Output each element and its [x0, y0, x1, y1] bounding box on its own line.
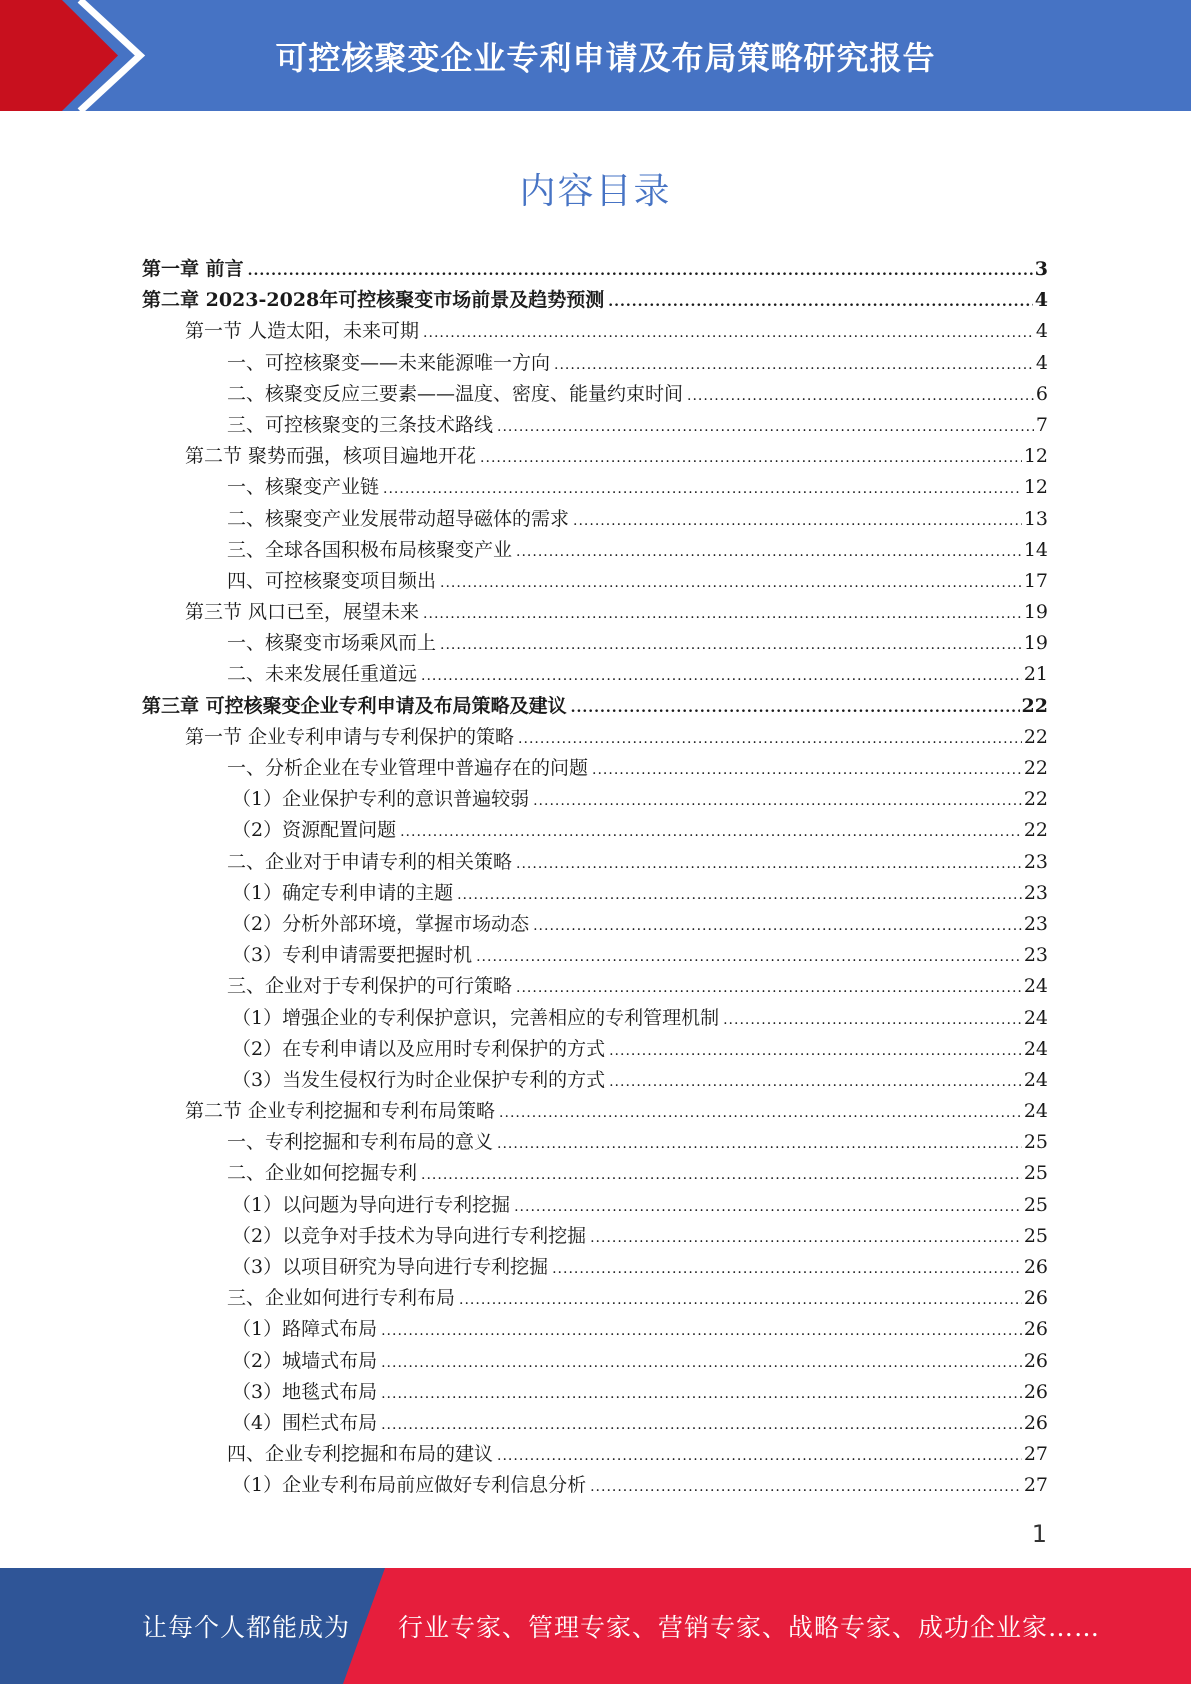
toc-entry-page: 22	[1023, 788, 1048, 811]
toc-leader-dots	[533, 786, 1022, 817]
toc-entry-page: 25	[1023, 1224, 1048, 1247]
toc-leader-dots	[480, 443, 1022, 474]
page-number: 1	[1031, 1520, 1047, 1548]
toc-entry-title: 三、企业如何进行专利布局	[227, 1287, 456, 1310]
toc-leader-dots	[497, 412, 1034, 443]
toc-entry[interactable]	[142, 348, 1048, 379]
toc-entry[interactable]	[142, 815, 1048, 846]
toc-entry[interactable]	[142, 847, 1048, 878]
toc-entry-title: 二、核聚变反应三要素——温度、密度、能量约束时间	[227, 382, 684, 405]
toc-entry[interactable]	[142, 753, 1048, 784]
toc-entry-page: 22	[1021, 694, 1048, 717]
toc-leader-dots	[440, 568, 1022, 599]
toc-entry[interactable]	[142, 316, 1048, 347]
toc-entry-page: 25	[1023, 1162, 1048, 1185]
toc-heading: 内容目录	[519, 171, 672, 212]
toc-leader-dots	[590, 1472, 1022, 1503]
toc-entry[interactable]	[142, 1346, 1048, 1377]
toc-entry[interactable]	[142, 940, 1048, 971]
toc-entry-page: 12	[1023, 445, 1048, 468]
toc-entry[interactable]	[142, 379, 1048, 410]
toc-entry[interactable]	[142, 1408, 1048, 1439]
toc-leader-dots	[552, 1254, 1022, 1285]
toc-entry[interactable]	[142, 1065, 1048, 1096]
toc-entry-title: 第二章 2023-2028年可控核聚变市场前景及趋势预测	[142, 289, 605, 312]
toc-leader-dots	[383, 474, 1022, 505]
toc-entry-page: 24	[1023, 1006, 1048, 1029]
toc-entry[interactable]	[142, 628, 1048, 659]
toc-entry[interactable]	[142, 971, 1048, 1002]
header-banner	[0, 0, 1191, 111]
toc-entry-page: 23	[1023, 944, 1048, 967]
toc-entry[interactable]	[142, 1377, 1048, 1408]
toc-entry[interactable]	[142, 254, 1048, 285]
toc-entry-title: （2）以竞争对手技术为导向进行专利挖掘	[232, 1224, 587, 1247]
toc-leader-dots	[457, 880, 1022, 911]
toc-entry-title: 二、核聚变产业发展带动超导磁体的需求	[227, 507, 570, 530]
toc-entry-title: （1）路障式布局	[232, 1318, 378, 1341]
toc-entry-page: 23	[1023, 850, 1048, 873]
toc-entry[interactable]	[142, 410, 1048, 441]
toc-entry-title: 一、专利挖掘和专利布局的意义	[227, 1131, 494, 1154]
toc-entry-page: 13	[1023, 507, 1048, 530]
toc-entry-title: （1）企业专利布局前应做好专利信息分析	[232, 1474, 587, 1497]
footer-banner	[0, 1568, 1191, 1684]
toc-entry[interactable]	[142, 1127, 1048, 1158]
toc-entry[interactable]	[142, 1096, 1048, 1127]
toc-entry[interactable]	[142, 784, 1048, 815]
toc-leader-dots	[423, 599, 1022, 630]
toc-entry-title: （1）以问题为导向进行专利挖掘	[232, 1193, 511, 1216]
toc-entry-title: 一、分析企业在专业管理中普遍存在的问题	[227, 757, 589, 779]
toc-leader-dots	[499, 1098, 1022, 1129]
toc-leader-dots	[609, 1036, 1022, 1067]
toc-entry-page: 21	[1023, 663, 1048, 686]
toc-leader-dots	[592, 755, 1022, 786]
toc-leader-dots	[421, 661, 1022, 692]
toc-entry-page: 26	[1023, 1287, 1048, 1310]
toc-entry-title: 一、核聚变市场乘风而上	[227, 632, 437, 655]
toc-leader-dots	[497, 1129, 1022, 1160]
toc-entry-title: 二、企业对于申请专利的相关策略	[227, 850, 513, 873]
toc-entry-title: （1）增强企业的专利保护意识，完善相应的专利管理机制	[232, 1006, 720, 1029]
table-of-contents	[142, 254, 1048, 1502]
toc-entry[interactable]	[142, 535, 1048, 566]
toc-entry-title: 一、可控核聚变——未来能源唯一方向	[227, 351, 551, 374]
toc-leader-dots	[516, 973, 1022, 1004]
toc-entry[interactable]	[142, 472, 1048, 503]
toc-entry-page: 26	[1023, 1349, 1048, 1372]
toc-entry[interactable]	[142, 1252, 1048, 1283]
toc-leader-dots	[381, 1379, 1022, 1410]
toc-entry[interactable]	[142, 659, 1048, 690]
toc-entry-page: 14	[1023, 538, 1048, 561]
toc-leader-dots	[423, 318, 1034, 349]
toc-entry-title: 二、未来发展任重道远	[227, 663, 418, 686]
toc-entry-page: 22	[1023, 819, 1048, 842]
toc-entry-page: 12	[1023, 476, 1048, 499]
toc-entry-title: 第三章 可控核聚变企业专利申请及布局策略及建议	[142, 694, 567, 717]
toc-leader-dots	[609, 1067, 1022, 1098]
toc-entry[interactable]	[142, 597, 1048, 628]
toc-leader-dots	[687, 381, 1034, 412]
toc-entry[interactable]	[142, 441, 1048, 472]
toc-entry-page: 25	[1023, 1131, 1048, 1154]
toc-leader-dots	[381, 1348, 1022, 1379]
toc-entry-page: 3	[1034, 258, 1048, 280]
toc-entry[interactable]	[142, 1034, 1048, 1065]
toc-entry-page: 27	[1023, 1443, 1048, 1466]
toc-entry-title: 三、可控核聚变的三条技术路线	[227, 413, 494, 436]
toc-leader-dots	[518, 724, 1022, 755]
toc-entry-title: （2）资源配置问题	[232, 819, 397, 842]
toc-entry[interactable]	[142, 1439, 1048, 1470]
toc-entry[interactable]	[142, 1158, 1048, 1189]
toc-entry-page: 22	[1023, 757, 1048, 779]
toc-entry-page: 27	[1023, 1474, 1048, 1497]
toc-entry-title: 三、企业对于专利保护的可行策略	[227, 975, 513, 998]
toc-entry-title: 第二节 聚势而强，核项目遍地开花	[185, 445, 477, 468]
toc-leader-dots	[516, 537, 1022, 568]
toc-entry-title: 第三节 风口已至，展望未来	[185, 601, 420, 624]
toc-entry[interactable]	[142, 1221, 1048, 1252]
toc-entry[interactable]	[142, 691, 1048, 722]
toc-entry-title: （3）以项目研究为导向进行专利挖掘	[232, 1256, 549, 1278]
toc-entry[interactable]	[142, 1190, 1048, 1221]
toc-entry[interactable]	[142, 722, 1048, 753]
toc-entry[interactable]	[142, 566, 1048, 597]
toc-leader-dots	[440, 630, 1022, 661]
toc-entry-title: （2）在专利申请以及应用时专利保护的方式	[232, 1037, 606, 1060]
toc-entry-page: 4	[1035, 351, 1048, 374]
toc-leader-dots	[381, 1410, 1022, 1441]
toc-entry[interactable]	[142, 1003, 1048, 1034]
toc-entry[interactable]	[142, 878, 1048, 909]
toc-entry-page: 7	[1035, 413, 1048, 436]
toc-entry[interactable]	[142, 1283, 1048, 1314]
toc-leader-dots	[400, 817, 1022, 848]
toc-leader-dots	[571, 693, 1020, 724]
toc-entry[interactable]	[142, 1314, 1048, 1345]
toc-leader-dots	[723, 1005, 1022, 1036]
toc-entry-page: 17	[1023, 569, 1048, 592]
toc-entry-page: 26	[1023, 1256, 1048, 1278]
toc-entry-page: 25	[1023, 1193, 1048, 1216]
toc-entry-page: 26	[1023, 1380, 1048, 1403]
toc-leader-dots	[381, 1316, 1022, 1347]
toc-entry-title: 一、核聚变产业链	[227, 476, 380, 499]
toc-entry-title: 第一章 前言	[142, 258, 244, 280]
toc-entry-title: 第一节 企业专利申请与专利保护的策略	[185, 725, 515, 748]
toc-leader-dots	[421, 1160, 1022, 1191]
toc-entry-page: 26	[1023, 1318, 1048, 1341]
toc-leader-dots	[248, 256, 1033, 287]
report-title: 可控核聚变企业专利申请及布局策略研究报告	[275, 38, 936, 77]
toc-entry-title: （1）企业保护专利的意识普遍较弱	[232, 788, 530, 811]
toc-entry-page: 26	[1023, 1411, 1048, 1434]
toc-leader-dots	[533, 911, 1022, 942]
toc-entry-title: 二、企业如何挖掘专利	[227, 1162, 418, 1185]
toc-entry-title: （2）城墙式布局	[232, 1349, 378, 1372]
toc-leader-dots	[516, 849, 1022, 880]
toc-leader-dots	[573, 506, 1022, 537]
toc-entry-title: 第二节 企业专利挖掘和专利布局策略	[185, 1100, 496, 1123]
toc-entry[interactable]	[142, 504, 1048, 535]
footer-slogan-right: 行业专家、管理专家、营销专家、战略专家、成功企业家……	[398, 1613, 1101, 1642]
toc-entry-page: 24	[1023, 1100, 1048, 1123]
toc-entry-title: （1）确定专利申请的主题	[232, 881, 454, 904]
toc-entry-title: （3）地毯式布局	[232, 1380, 378, 1403]
toc-entry-page: 19	[1023, 601, 1048, 624]
toc-entry-title: （2）分析外部环境，掌握市场动态	[232, 912, 530, 935]
toc-entry-page: 19	[1023, 632, 1048, 655]
toc-entry-title: （4）围栏式布局	[232, 1411, 378, 1434]
toc-entry-page: 23	[1023, 881, 1048, 904]
toc-entry-page: 4	[1035, 320, 1048, 343]
toc-entry-page: 23	[1023, 912, 1048, 935]
toc-entry-page: 22	[1023, 725, 1048, 748]
toc-entry-page: 6	[1035, 382, 1048, 405]
footer-slogan-left: 让每个人都能成为	[142, 1613, 351, 1642]
toc-entry-page: 4	[1034, 289, 1048, 312]
toc-leader-dots	[497, 1441, 1022, 1472]
toc-leader-dots	[514, 1192, 1022, 1223]
toc-entry-title: （3）专利申请需要把握时机	[232, 944, 473, 967]
toc-entry-title: 四、可控核聚变项目频出	[227, 569, 437, 592]
toc-entry[interactable]	[142, 1470, 1048, 1501]
toc-entry-title: 三、全球各国积极布局核聚变产业	[227, 538, 513, 561]
toc-leader-dots	[459, 1285, 1022, 1316]
toc-leader-dots	[608, 287, 1033, 318]
toc-entry-title: （3）当发生侵权行为时企业保护专利的方式	[232, 1068, 606, 1091]
toc-entry-page: 24	[1023, 1037, 1048, 1060]
toc-entry[interactable]	[142, 285, 1048, 316]
toc-leader-dots	[554, 350, 1034, 381]
toc-entry[interactable]	[142, 909, 1048, 940]
toc-leader-dots	[590, 1223, 1022, 1254]
toc-entry-title: 第一节 人造太阳，未来可期	[185, 320, 420, 343]
toc-entry-page: 24	[1023, 975, 1048, 998]
toc-entry-title: 四、企业专利挖掘和布局的建议	[227, 1443, 494, 1466]
toc-entry-page: 24	[1023, 1068, 1048, 1091]
toc-leader-dots	[476, 942, 1022, 973]
